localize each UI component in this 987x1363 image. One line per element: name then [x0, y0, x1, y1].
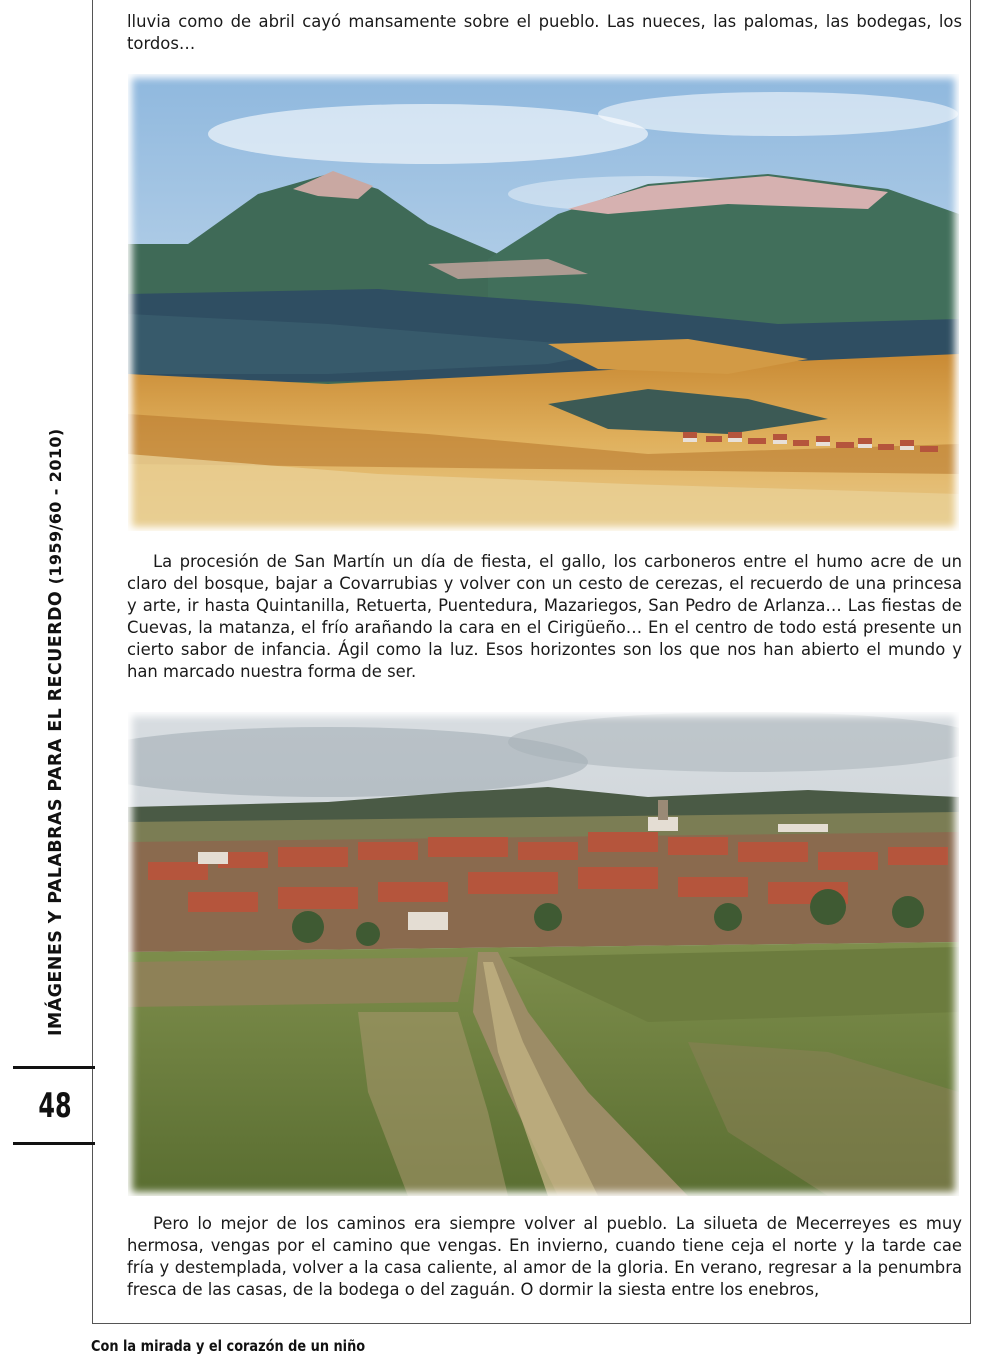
town-photograph-image	[128, 712, 959, 1196]
side-title	[46, 428, 66, 1036]
landscape-painting-image	[128, 74, 959, 531]
page-number-rule-bottom	[13, 1142, 95, 1145]
paragraph-3: Pero lo mejor de los caminos era siempre volver al pueblo. La silueta de Mecerreyes es muy hermosa, vengas por el camino que vengas. En invierno, cuando tiene ceja el norte y la tarde cae fría y destemplada, volver a la casa caliente, al amor de la gloria. En verano, regresar a la penumbra fresca de las casas, de la bodega o del zaguán. O dormir la siesta entre los enebros,	[127, 1214, 962, 1299]
side-title-years: (1959/60 - 2010)	[46, 428, 65, 585]
paragraph-2: La procesión de San Martín un día de fiesta, el gallo, los carboneros entre el humo acre de un claro del bosque, bajar a Covarrubias y volver con un cesto de cerezas, el recuerdo de una princesa y arte, ir hasta Quintanilla, Retuerta, Puentedura, Mazariegos, San Pedro de Arlanza… Las fiestas de Cuevas, la matanza, el frío arañando la cara en el Cirigüeño… En el centro de todo está presente un cierto sabor de infancia. Ágil como la luz. Esos horizontes son los que nos han abierto el mundo y han marcado nuestra forma de ser.	[127, 552, 962, 681]
footer-title: Con la mirada y el corazón de un niño	[91, 1337, 366, 1355]
page-number-rule-top	[13, 1066, 95, 1069]
side-title-text: IMÁGENES Y PALABRAS PARA EL RECUERDO	[46, 590, 66, 1036]
page-number: 48	[38, 1086, 72, 1126]
paragraph-1: lluvia como de abril cayó mansamente sobre el pueblo. Las nueces, las palomas, las bodegas, los tordos…	[127, 12, 962, 53]
